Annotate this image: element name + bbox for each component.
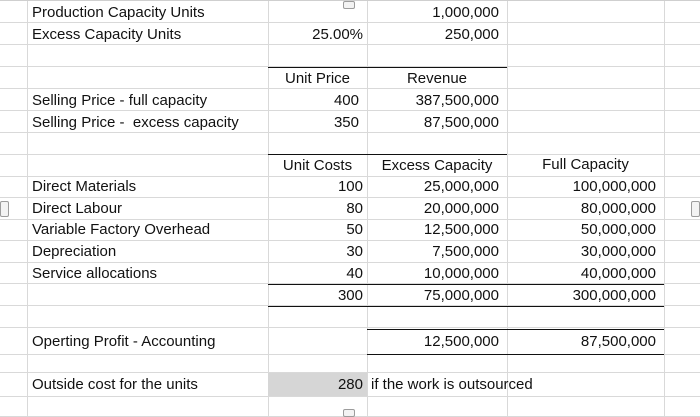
excess-service-allocations[interactable]: 10,000,000	[423, 265, 499, 282]
operating-profit-excess[interactable]: 12,500,000	[367, 329, 507, 355]
header-revenue[interactable]: Revenue	[367, 67, 507, 89]
label-outside-cost[interactable]: Outside cost for the units	[32, 376, 198, 393]
grid-row	[0, 133, 700, 155]
label-production-capacity[interactable]: Production Capacity Units	[32, 4, 205, 21]
label-selling-price-full[interactable]: Selling Price - full capacity	[32, 92, 208, 109]
header-excess-capacity[interactable]: Excess Capacity	[367, 154, 507, 176]
unit-cost-variable-overhead[interactable]: 50	[346, 221, 363, 238]
selection-handle-left[interactable]	[0, 201, 9, 217]
excess-variable-overhead[interactable]: 12,500,000	[423, 221, 499, 238]
full-variable-overhead[interactable]: 50,000,000	[580, 221, 656, 238]
grid-row	[0, 306, 700, 328]
label-direct-labour[interactable]: Direct Labour	[32, 200, 123, 217]
full-direct-materials[interactable]: 100,000,000	[572, 178, 656, 195]
grid-column-line	[664, 1, 665, 417]
label-direct-materials[interactable]: Direct Materials	[32, 178, 137, 195]
header-full-capacity[interactable]: Full Capacity	[542, 156, 629, 173]
grid-column-line	[268, 1, 269, 417]
full-depreciation[interactable]: 30,000,000	[580, 243, 656, 260]
unit-price-full[interactable]: 400	[333, 92, 359, 109]
unit-cost-direct-materials[interactable]: 100	[337, 178, 363, 195]
revenue-full[interactable]: 387,500,000	[415, 92, 499, 109]
unit-cost-depreciation[interactable]: 30	[346, 243, 363, 260]
outsourced-note[interactable]: if the work is outsourced	[371, 376, 533, 393]
grid-row	[0, 355, 700, 373]
unit-price-excess[interactable]: 350	[333, 114, 359, 131]
unit-cost-direct-labour[interactable]: 80	[346, 200, 363, 217]
full-direct-labour[interactable]: 80,000,000	[580, 200, 656, 217]
excess-capacity-total[interactable]: 75,000,000	[367, 284, 507, 307]
label-operating-profit[interactable]: Operting Profit - Accounting	[32, 333, 216, 350]
operating-profit-full[interactable]: 87,500,000	[507, 329, 664, 355]
label-service-allocations[interactable]: Service allocations	[32, 265, 158, 282]
unit-cost-total[interactable]: 300	[268, 284, 367, 307]
excess-direct-labour[interactable]: 20,000,000	[423, 200, 499, 217]
grid-row	[0, 45, 700, 67]
selection-handle-top[interactable]	[343, 1, 355, 9]
excess-capacity-percent[interactable]: 25.00%	[312, 26, 363, 43]
revenue-excess[interactable]: 87,500,000	[423, 114, 499, 131]
label-variable-overhead[interactable]: Variable Factory Overhead	[32, 221, 211, 238]
label-selling-price-excess[interactable]: Selling Price - excess capacity	[32, 114, 239, 131]
production-capacity-value[interactable]: 1,000,000	[432, 4, 499, 21]
outside-cost-value[interactable]: 280	[268, 373, 367, 396]
grid-column-line	[27, 1, 28, 417]
full-capacity-total[interactable]: 300,000,000	[507, 284, 664, 307]
excess-capacity-units[interactable]: 250,000	[444, 26, 499, 43]
label-excess-capacity[interactable]: Excess Capacity Units	[32, 26, 182, 43]
header-unit-price[interactable]: Unit Price	[268, 67, 367, 89]
excess-direct-materials[interactable]: 25,000,000	[423, 178, 499, 195]
selection-handle-right[interactable]	[691, 201, 700, 217]
label-depreciation[interactable]: Depreciation	[32, 243, 117, 260]
full-service-allocations[interactable]: 40,000,000	[580, 265, 656, 282]
excess-depreciation[interactable]: 7,500,000	[432, 243, 499, 260]
unit-cost-service-allocations[interactable]: 40	[346, 265, 363, 282]
header-unit-costs[interactable]: Unit Costs	[268, 154, 367, 176]
